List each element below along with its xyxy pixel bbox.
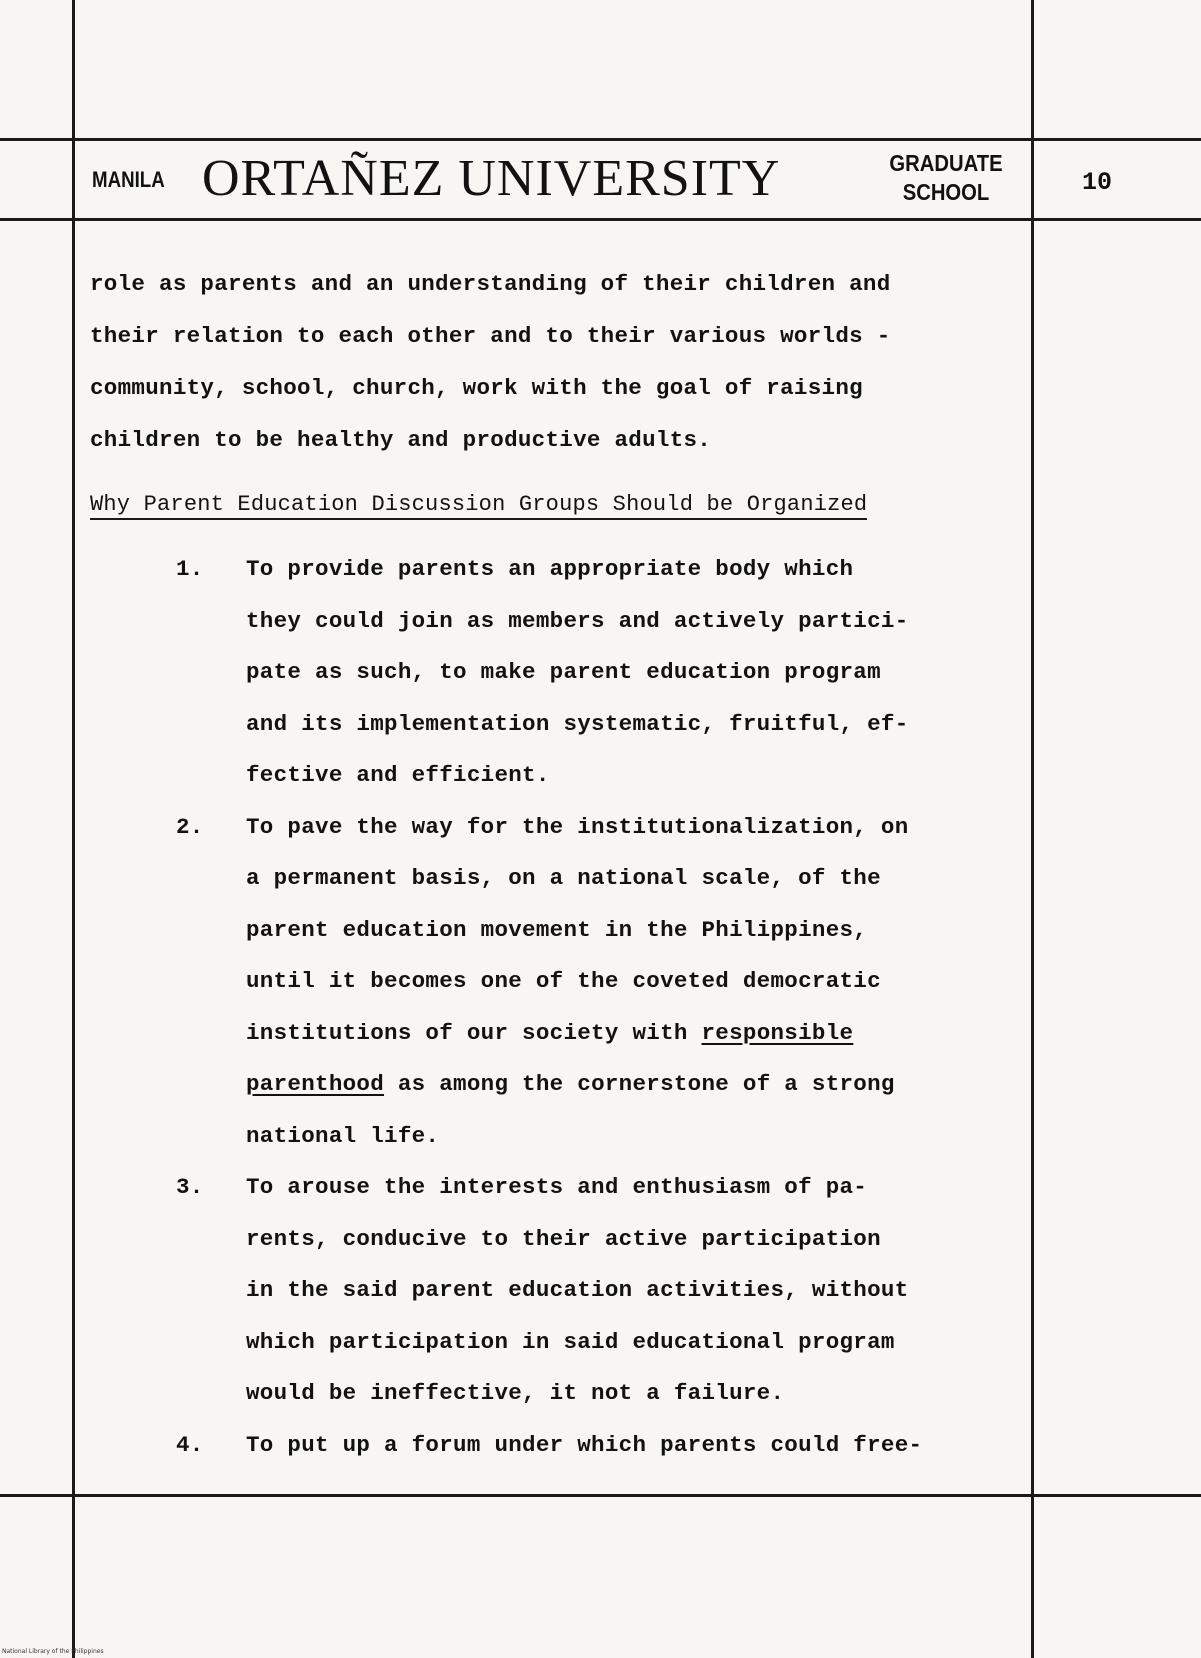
letterhead-school-line1: GRADUATE <box>889 150 1003 176</box>
header-bottom-line <box>0 218 1201 221</box>
list-item-number: 2. <box>176 813 204 840</box>
list-item-number: 1. <box>176 556 204 582</box>
section-heading: Why Parent Education Discussion Groups Should be Organized <box>90 492 867 520</box>
reasons-list <box>176 544 1026 1471</box>
paragraph-line: community, school, church, work with the goal of raising <box>90 375 863 401</box>
list-item-number: 3. <box>176 1174 204 1200</box>
list-item <box>176 1162 1026 1420</box>
list-item <box>176 802 1026 1163</box>
list-item-line: To provide parents an appropriate body which <box>246 556 854 582</box>
right-margin-line <box>1031 0 1034 1658</box>
list-item-line: national life. <box>246 1122 440 1149</box>
letterhead <box>76 145 1031 215</box>
underlined-term-responsible: responsible <box>701 1019 854 1046</box>
letterhead-school <box>884 149 1007 207</box>
list-item-line: pate as such, to make parent education program <box>246 659 881 685</box>
list-item-line <box>246 1008 1026 1060</box>
list-item-line: and its implementation systematic, fruitful, ef- <box>246 710 909 737</box>
left-margin-line <box>72 0 75 1658</box>
list-item-line: To pave the way for the institutionalization, on <box>246 813 909 840</box>
list-item-line: parent education movement in the Philippines, <box>246 916 868 943</box>
paragraph-line: role as parents and an understanding of their children and <box>90 271 891 297</box>
list-item-line: a permanent basis, on a national scale, of the <box>246 865 881 891</box>
letterhead-university-name: ORTAÑEZ UNIVERSITY <box>202 150 781 207</box>
underlined-term-parenthood: parenthood <box>246 1071 385 1097</box>
list-item-number: 4. <box>176 1431 204 1458</box>
list-item-line: fective and efficient. <box>246 762 550 788</box>
letterhead-school-line2: SCHOOL <box>902 179 990 205</box>
list-item-text: as among the cornerstone of a strong <box>384 1071 895 1097</box>
list-item-line: would be ineffective, it not a failure. <box>246 1380 785 1406</box>
list-item <box>176 544 1026 802</box>
list-item <box>176 1420 1026 1472</box>
page-number: 10 <box>1082 168 1113 197</box>
paragraph-line: their relation to each other and to their various worlds - <box>90 323 891 349</box>
list-item-line: in the said parent education activities, without <box>246 1277 909 1303</box>
list-item-line: To put up a forum under which parents could free- <box>246 1431 923 1458</box>
archive-credit: National Library of the Philippines <box>2 1648 104 1655</box>
paragraph-line: children to be healthy and productive adults. <box>90 427 712 453</box>
list-item-line <box>246 1059 1026 1111</box>
intro-paragraph <box>90 258 1020 466</box>
list-item-line: which participation in said educational program <box>246 1328 895 1355</box>
letterhead-city: MANILA <box>92 167 165 192</box>
list-item-line: rents, conducive to their active participation <box>246 1225 881 1252</box>
footer-line <box>0 1494 1201 1497</box>
list-item-line: until it becomes one of the coveted democratic <box>246 968 881 994</box>
list-item-line: To arouse the interests and enthusiasm of pa- <box>246 1174 868 1200</box>
list-item-text: institutions of our society with <box>246 1019 702 1046</box>
list-item-line: they could join as members and actively partici- <box>246 607 909 634</box>
header-top-line <box>0 138 1201 141</box>
